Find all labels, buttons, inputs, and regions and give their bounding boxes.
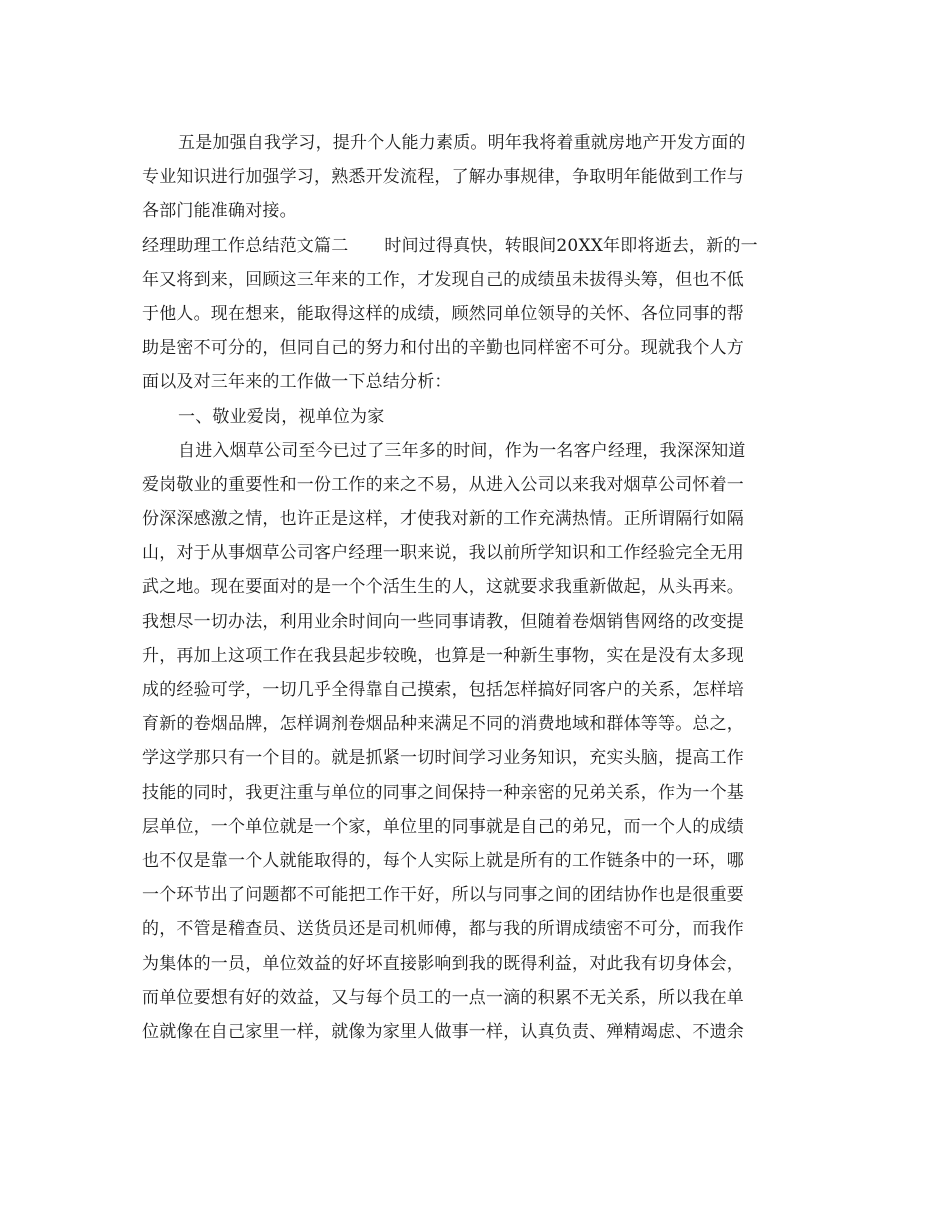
text-line: 为集体的一员，单位效益的好坏直接影响到我的既得利益，对此我有切身体会， xyxy=(142,953,744,974)
text-line: 层单位，一个单位就是一个家，单位里的同事就是自己的弟兄，而一个人的成绩 xyxy=(142,816,744,837)
subheading-line: 一、敬业爱岗，视单位为家 xyxy=(178,406,385,427)
text-line: 我想尽一切办法，利用业余时间向一些同事请教，但随着卷烟销售网络的改变提 xyxy=(142,611,744,632)
text-line: 也不仅是靠一个人就能取得的，每个人实际上就是所有的工作链条中的一环，哪 xyxy=(142,850,744,871)
document-body xyxy=(142,126,802,1049)
text-line: 五是加强自我学习，提升个人能力素质。明年我将着重就房地产开发方面的 xyxy=(178,133,746,153)
text-line: 升，再加上这项工作在我县起步较晚，也算是一种新生事物，实在是没有太多现 xyxy=(142,645,744,666)
text-line: 年又将到来，回顾这三年来的工作，才发现自己的成绩虽未拔得头筹，但也不低 xyxy=(142,269,744,290)
text-line: 技能的同时，我更注重与单位的同事之间保持一种亲密的兄弟关系，作为一个基 xyxy=(142,782,744,803)
text-line: 助是密不可分的，但同自己的努力和付出的辛勤也同样密不可分。现就我个人方 xyxy=(142,338,744,359)
text-line: 自进入烟草公司至今已过了三年多的时间，作为一名客户经理，我深深知道 xyxy=(178,440,746,461)
text-line: 成的经验可学，一切几乎全得靠自己摸索，包括怎样搞好同客户的关系，怎样培 xyxy=(142,680,744,700)
text-line: 山，对于从事烟草公司客户经理一职来说，我以前所学知识和工作经验完全无用 xyxy=(142,543,744,564)
section-heading: 经理助理工作总结范文篇二 xyxy=(142,235,349,256)
text-line: 一个环节出了问题都不可能把工作干好，所以与同事之间的团结协作也是很重要 xyxy=(142,885,744,906)
text-line: 于他人。现在想来，能取得这样的成绩，顾然同单位领导的关怀、各位同事的帮 xyxy=(142,303,744,324)
text-line: 面以及对三年来的工作做一下总结分析： xyxy=(142,372,452,393)
section-intro-text: 时间过得真快，转眼间20XX年即将逝去，新的一 xyxy=(384,235,758,256)
text-line: 位就像在自己家里一样，就像为家里人做事一样，认真负责、殚精竭虑、不遗余 xyxy=(142,1021,744,1042)
text-line: 份深深感激之情，也许正是这样，才使我对新的工作充满热情。正所谓隔行如隔 xyxy=(142,509,744,530)
text-line: 各部门能准确对接。 xyxy=(142,201,297,222)
text-line: 学这学那只有一个目的。就是抓紧一切时间学习业务知识，充实头脑，提高工作 xyxy=(142,748,744,769)
text-line: 武之地。现在要面对的是一个个活生生的人，这就要求我重新做起，从头再来。 xyxy=(142,577,744,598)
text-line: 的，不管是稽查员、送货员还是司机师傅，都与我的所谓成绩密不可分，而我作 xyxy=(142,919,744,940)
text-line: 育新的卷烟品牌，怎样调剂卷烟品种来满足不同的消费地域和群体等等。总之， xyxy=(142,714,744,735)
text-line: 爱岗敬业的重要性和一份工作的来之不易，从进入公司以来我对烟草公司怀着一 xyxy=(142,474,744,495)
text-line: 专业知识进行加强学习，熟悉开发流程，了解办事规律，争取明年能做到工作与 xyxy=(142,167,744,188)
text-line: 而单位要想有好的效益，又与每个员工的一点一滴的积累不无关系，所以我在单 xyxy=(142,987,744,1008)
section-heading-line xyxy=(142,229,802,263)
